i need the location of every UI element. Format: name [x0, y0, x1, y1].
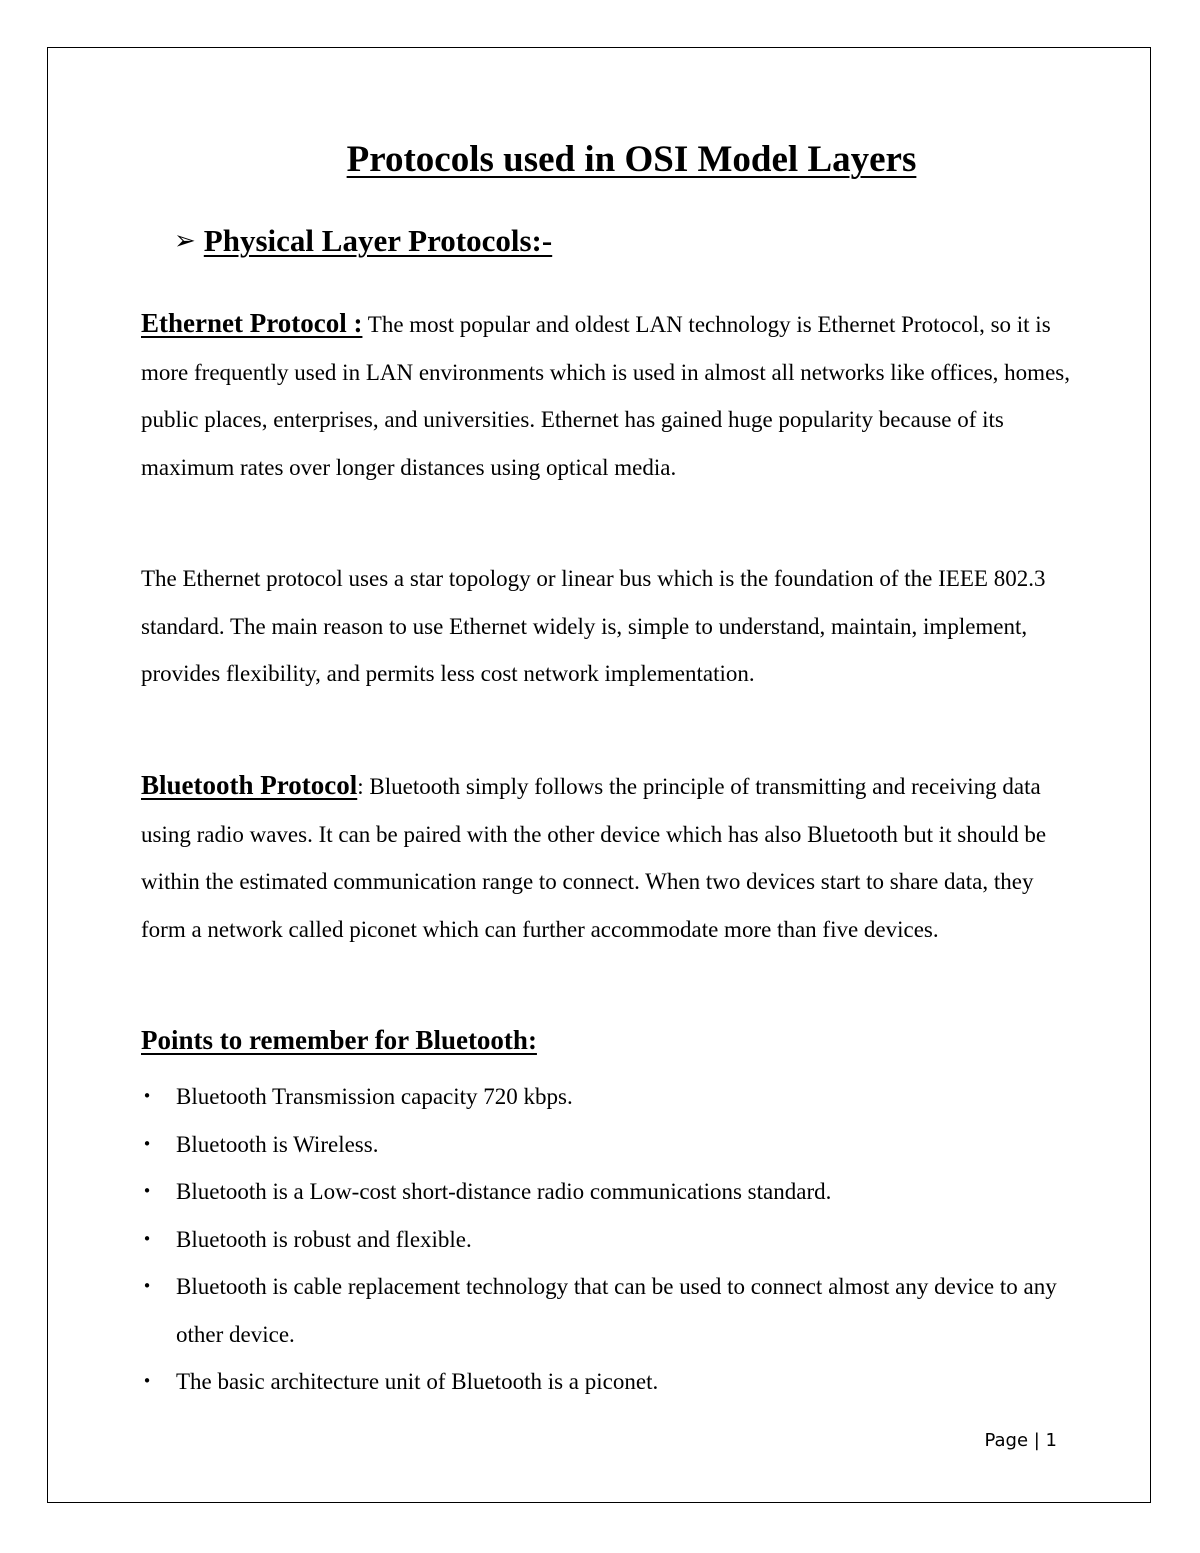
bluetooth-paragraph-text: : Bluetooth simply follows the principle of transmitting and receiving data using radio waves. It can be paired with the other device which has also Bluetooth but it should be within the estimated communication range to connect. When two devices start to share data, they form a network called piconet which can further accommodate more than five devices.	[141, 774, 1047, 942]
list-item	[141, 1121, 1081, 1169]
bullet-icon: •	[142, 1182, 152, 1200]
page-title: Protocols used in OSI Model Layers	[346, 139, 917, 180]
section-heading	[174, 222, 552, 259]
arrow-bullet-icon: ➢	[174, 226, 196, 256]
section-heading-label: Physical Layer Protocols:-	[203, 223, 553, 258]
ethernet-paragraph-1	[141, 300, 1081, 491]
bluetooth-paragraph	[141, 762, 1081, 953]
bullet-icon: •	[142, 1087, 152, 1105]
list-item	[141, 1358, 1081, 1406]
bluetooth-heading: Bluetooth Protocol	[141, 770, 358, 800]
bullet-icon: •	[142, 1277, 152, 1295]
points-heading: Points to remember for Bluetooth:	[141, 1025, 537, 1055]
list-item-text: Bluetooth is robust and flexible.	[176, 1226, 472, 1252]
ethernet-paragraph-1-text: The most popular and oldest LAN technology is Ethernet Protocol, so it is more frequently used in LAN environments which is used in almost all networks like offices, homes, public places, enterprises, and universities. Ethernet has gained huge popularity because of its maximum rates over longer distances using optical media.	[141, 312, 1070, 480]
list-item	[141, 1168, 1081, 1216]
list-item	[141, 1216, 1081, 1264]
ethernet-heading: Ethernet Protocol :	[141, 308, 363, 338]
ethernet-paragraph-2: The Ethernet protocol uses a star topology or linear bus which is the foundation of the IEEE 802.3 standard. The main reason to use Ethernet widely is, simple to understand, maintain, implement, provides flexibility, and permits less cost network implementation.	[141, 566, 1046, 686]
bluetooth-points-list	[141, 1073, 1081, 1406]
bullet-icon: •	[142, 1229, 152, 1248]
bullet-icon: •	[142, 1134, 152, 1153]
list-item-text: Bluetooth is cable replacement technology that can be used to connect almost any device to any other device.	[176, 1274, 1057, 1347]
list-item	[141, 1073, 1081, 1121]
list-item-text: Bluetooth is a Low-cost short-distance radio communications standard.	[176, 1179, 832, 1204]
list-item	[141, 1263, 1081, 1358]
list-item-text: The basic architecture unit of Bluetooth is a piconet.	[176, 1369, 659, 1394]
bullet-icon: •	[142, 1372, 152, 1390]
page-number: Page | 1	[984, 1430, 1057, 1451]
list-item-text: Bluetooth is Wireless.	[176, 1131, 379, 1157]
list-item-text: Bluetooth Transmission capacity 720 kbps.	[176, 1084, 573, 1109]
